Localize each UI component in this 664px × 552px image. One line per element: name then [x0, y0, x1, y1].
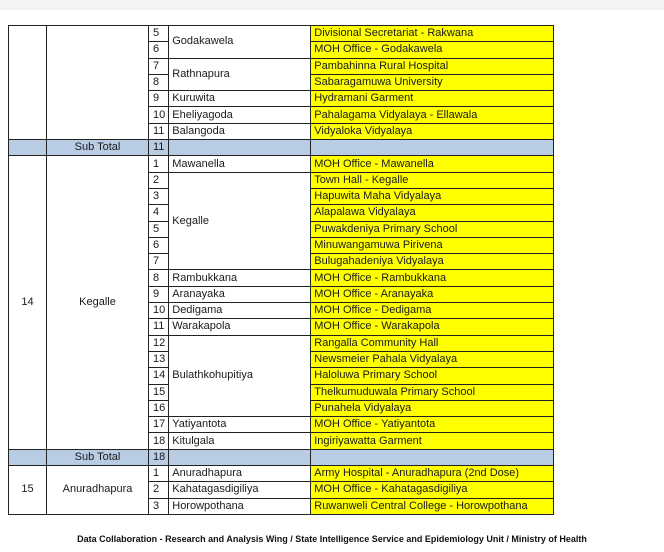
location: MOH Office - Kahatagasdigiliya — [311, 482, 554, 498]
row-number: 14 — [149, 368, 169, 384]
row-number: 16 — [149, 400, 169, 416]
row-number: 3 — [149, 498, 169, 514]
row-number: 6 — [149, 42, 169, 58]
location: Bulugahadeniya Vidyalaya — [311, 254, 554, 270]
row-number: 11 — [149, 123, 169, 139]
row-number: 1 — [149, 466, 169, 482]
location: Punahela Vidyalaya — [311, 400, 554, 416]
row-number: 15 — [149, 384, 169, 400]
row-number: 11 — [149, 319, 169, 335]
location: Ruwanweli Central College - Horowpothana — [311, 498, 554, 514]
location: Puwakdeniya Primary School — [311, 221, 554, 237]
vaccination-centres-table — [8, 25, 554, 515]
moh-area: Kegalle — [169, 172, 311, 270]
table-row — [9, 156, 554, 172]
location: Haloluwa Primary School — [311, 368, 554, 384]
location: MOH Office - Warakapola — [311, 319, 554, 335]
location: Newsmeier Pahala Vidyalaya — [311, 351, 554, 367]
top-band — [0, 0, 664, 10]
row-number: 3 — [149, 188, 169, 204]
location: Hydramani Garment — [311, 91, 554, 107]
row-number: 9 — [149, 91, 169, 107]
row-number: 9 — [149, 286, 169, 302]
district-cell — [47, 26, 149, 140]
moh-area: Bulathkohupitiya — [169, 335, 311, 416]
subtotal-label: Sub Total — [47, 449, 149, 465]
subtotal-value: 18 — [149, 449, 169, 465]
location: Vidyaloka Vidyalaya — [311, 123, 554, 139]
location: MOH Office - Yatiyantota — [311, 417, 554, 433]
row-number: 7 — [149, 58, 169, 74]
subtotal-value: 11 — [149, 140, 169, 156]
moh-area: Eheliyagoda — [169, 107, 311, 123]
location: Town Hall - Kegalle — [311, 172, 554, 188]
moh-area: Godakawela — [169, 26, 311, 59]
moh-area: Mawanella — [169, 156, 311, 172]
index-cell: 15 — [9, 466, 47, 515]
footer-credit: Data Collaboration - Research and Analysis Wing / State Intelligence Service and Epidemiology Unit / Ministry of Health — [77, 534, 587, 544]
district-cell: Anuradhapura — [47, 466, 149, 515]
table-row — [9, 26, 554, 42]
row-number: 18 — [149, 433, 169, 449]
row-number: 5 — [149, 221, 169, 237]
moh-area: Horowpothana — [169, 498, 311, 514]
location: MOH Office - Rambukkana — [311, 270, 554, 286]
row-number: 6 — [149, 237, 169, 253]
moh-area: Rambukkana — [169, 270, 311, 286]
location: Alapalawa Vidyalaya — [311, 205, 554, 221]
location: MOH Office - Dedigama — [311, 303, 554, 319]
moh-area: Dedigama — [169, 303, 311, 319]
subtotal-row — [9, 449, 554, 465]
location: Ingiriyawatta Garment — [311, 433, 554, 449]
row-number: 8 — [149, 74, 169, 90]
moh-area: Aranayaka — [169, 286, 311, 302]
row-number: 2 — [149, 482, 169, 498]
location: Army Hospital - Anuradhapura (2nd Dose) — [311, 466, 554, 482]
index-cell: 14 — [9, 156, 47, 449]
row-number: 10 — [149, 303, 169, 319]
row-number: 4 — [149, 205, 169, 221]
subtotal-row — [9, 140, 554, 156]
table-row — [9, 466, 554, 482]
row-number: 7 — [149, 254, 169, 270]
index-cell — [9, 26, 47, 140]
district-cell: Kegalle — [47, 156, 149, 449]
moh-area: Kitulgala — [169, 433, 311, 449]
row-number: 1 — [149, 156, 169, 172]
row-number: 2 — [149, 172, 169, 188]
row-number: 12 — [149, 335, 169, 351]
moh-area: Warakapola — [169, 319, 311, 335]
moh-area: Anuradhapura — [169, 466, 311, 482]
moh-area: Rathnapura — [169, 58, 311, 91]
row-number: 8 — [149, 270, 169, 286]
moh-area: Yatiyantota — [169, 417, 311, 433]
row-number: 5 — [149, 26, 169, 42]
row-number: 17 — [149, 417, 169, 433]
location: MOH Office - Mawanella — [311, 156, 554, 172]
location: Divisional Secretariat - Rakwana — [311, 26, 554, 42]
location: Minuwangamuwa Pirivena — [311, 237, 554, 253]
moh-area: Balangoda — [169, 123, 311, 139]
location: Thelkumuduwala Primary School — [311, 384, 554, 400]
location: Rangalla Community Hall — [311, 335, 554, 351]
location: Pambahinna Rural Hospital — [311, 58, 554, 74]
row-number: 13 — [149, 351, 169, 367]
location: MOH Office - Godakawela — [311, 42, 554, 58]
location: Hapuwita Maha Vidyalaya — [311, 188, 554, 204]
subtotal-label: Sub Total — [47, 140, 149, 156]
moh-area: Kahatagasdigiliya — [169, 482, 311, 498]
location: Sabaragamuwa University — [311, 74, 554, 90]
location: Pahalagama Vidyalaya - Ellawala — [311, 107, 554, 123]
moh-area: Kuruwita — [169, 91, 311, 107]
location: MOH Office - Aranayaka — [311, 286, 554, 302]
row-number: 10 — [149, 107, 169, 123]
